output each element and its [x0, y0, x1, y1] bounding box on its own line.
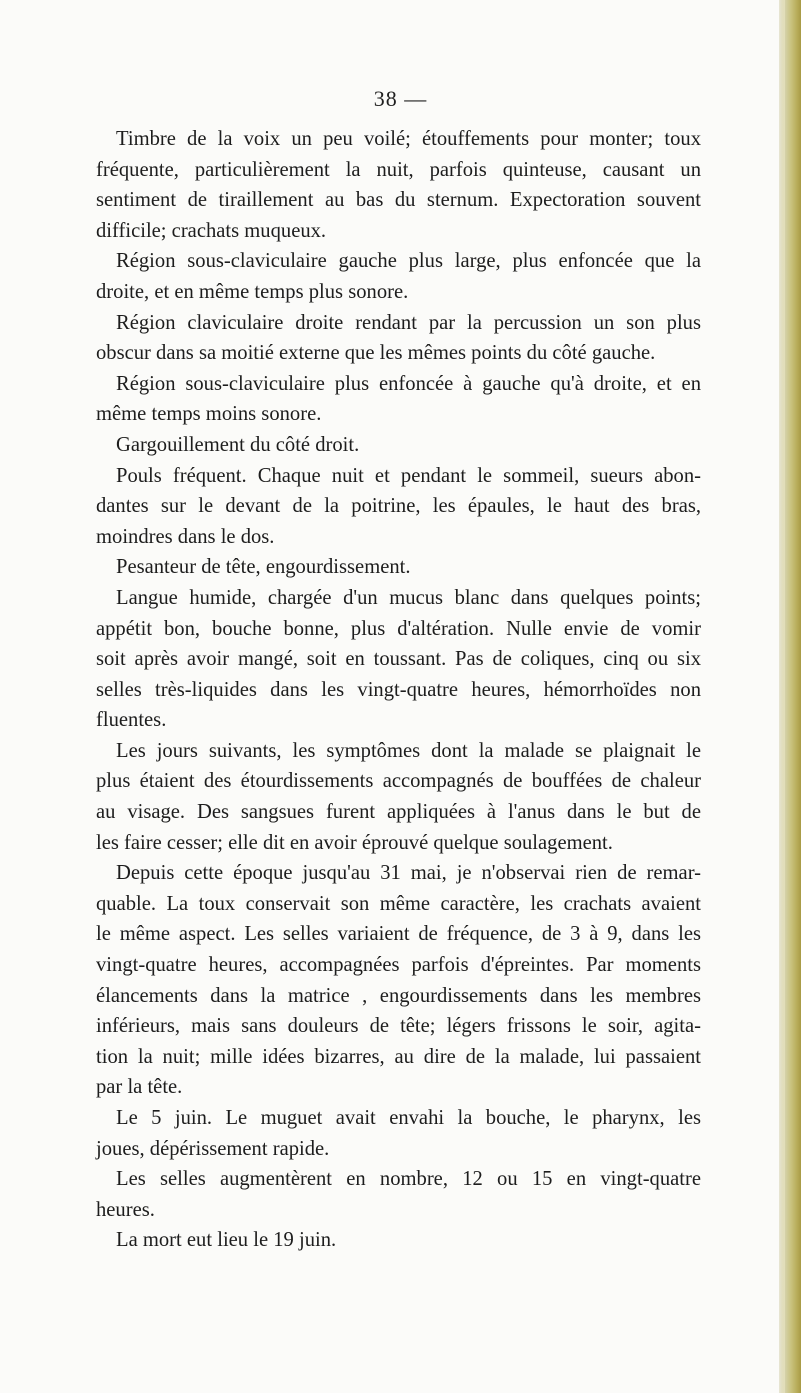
paragraph [96, 552, 701, 583]
text-line: Timbre de la voix un peu voilé; étouffements pour monter; toux [116, 128, 701, 150]
text-line: selles très-liquides dans les vingt-quatre heures, hémorrhoïdes non [96, 678, 701, 701]
text-line: obscur dans sa moitié externe que les mêmes points du côté gauche. [96, 342, 656, 365]
text-line: fluentes. [96, 709, 167, 732]
paragraph [96, 124, 701, 246]
text-line: inférieurs, mais sans douleurs de tête; légers frissons le soir, agita- [96, 1015, 701, 1038]
text-line: au visage. Des sangsues furent appliquées à l'anus dans le but de [96, 801, 701, 824]
paragraph [96, 1225, 701, 1256]
text-line: par la tête. [96, 1076, 183, 1099]
text-line: Le 5 juin. Le muguet avait envahi la bouche, le pharynx, les [116, 1107, 701, 1129]
text-line: moindres dans le dos. [96, 525, 275, 548]
text-line: difficile; crachats muqueux. [96, 219, 327, 242]
text-line: vingt-quatre heures, accompagnées parfois d'épreintes. Par moments [96, 954, 701, 977]
paragraph [96, 461, 701, 553]
text-line: fréquente, particulièrement la nuit, parfois quinteuse, causant un [96, 158, 701, 181]
text-line: même temps moins sonore. [96, 403, 322, 426]
text-line: dantes sur le devant de la poitrine, les épaules, le haut des bras, [96, 495, 701, 518]
paragraph [96, 308, 701, 369]
text-line: Région sous-claviculaire gauche plus large, plus enfoncée que la [116, 250, 701, 273]
paragraph [96, 858, 701, 1103]
text-line: Région sous-claviculaire plus enfoncée à gauche qu'à droite, et en [116, 372, 701, 395]
text-line: plus étaient des étourdissements accompagnés de bouffées de chaleur [96, 770, 701, 793]
text-line: quable. La toux conservait son même caractère, les crachats avaient [96, 892, 701, 915]
text-line: Pouls fréquent. Chaque nuit et pendant le sommeil, sueurs abon- [116, 464, 701, 487]
text-line: Depuis cette époque jusqu'au 31 mai, je n'observai rien de remar- [116, 862, 701, 885]
text-line: Langue humide, chargée d'un mucus blanc dans quelques points; [116, 586, 701, 609]
text-line: Les selles augmentèrent en nombre, 12 ou 15 en vingt-quatre [116, 1168, 701, 1191]
text-line: tion la nuit; mille idées bizarres, au dire de la malade, lui passaient [96, 1045, 701, 1068]
paragraph [96, 1103, 701, 1164]
page-edge-highlight [779, 0, 785, 1393]
text-line: Gargouillement du côté droit. [116, 433, 360, 456]
text-line: les faire cesser; elle dit en avoir éprouvé quelque soulagement. [96, 831, 613, 854]
text-line: La mort eut lieu le 19 juin. [116, 1229, 337, 1252]
paragraph [96, 369, 701, 430]
text-line: élancements dans la matrice , engourdissements dans les membres [96, 984, 701, 1007]
paragraph [96, 430, 701, 461]
body-text [96, 124, 701, 1256]
text-line: Pesanteur de tête, engourdissement. [116, 556, 411, 579]
text-line: soit après avoir mangé, soit en toussant. Pas de coliques, cinq ou six [96, 648, 701, 671]
text-line: Les jours suivants, les symptômes dont la malade se plaignait le [116, 739, 701, 762]
page-number: 38 — [373, 86, 428, 111]
text-line: appétit bon, bouche bonne, plus d'altération. Nulle envie de vomir [96, 617, 701, 640]
text-line: le même aspect. Les selles variaient de fréquence, de 3 à 9, dans les [96, 923, 701, 946]
text-line: droite, et en même temps plus sonore. [96, 280, 409, 303]
text-line: joues, dépérissement rapide. [96, 1137, 330, 1160]
paragraph [96, 736, 701, 858]
text-line: Région claviculaire droite rendant par la percussion un son plus [116, 311, 701, 334]
text-line: sentiment de tiraillement au bas du sternum. Expectoration souvent [96, 189, 701, 212]
paragraph [96, 1164, 701, 1225]
paragraph [96, 583, 701, 736]
paragraph [96, 246, 701, 307]
text-line: heures. [96, 1198, 155, 1221]
